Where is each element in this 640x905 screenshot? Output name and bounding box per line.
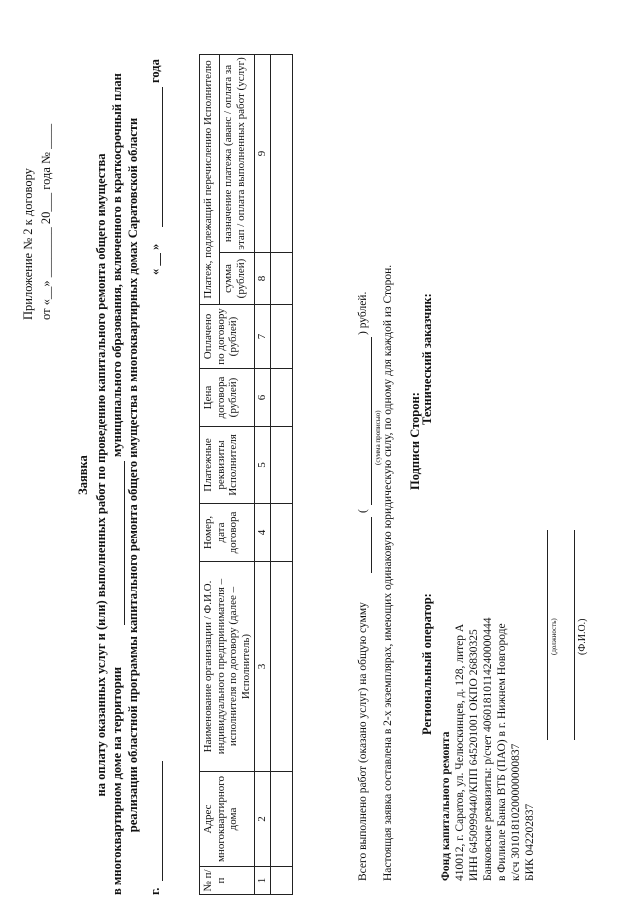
city-blank-line <box>162 761 163 881</box>
copies-note: Настоящая заявка составлена в 2-х экземплярах, имеющих одинаковую юридическую силу, по одному для каждой из Сторон. <box>382 264 394 881</box>
appendix-line-2: от «__» ________ 20___ года № ____ <box>39 123 53 320</box>
date-blank-line <box>162 87 163 227</box>
header-paid: Оплачено по договору (рублей) <box>200 305 255 369</box>
position-line <box>547 530 548 740</box>
municipality-blank-line <box>124 461 125 625</box>
column-number: 6 <box>255 369 271 427</box>
city-prefix: г. <box>148 887 162 895</box>
regional-operator-label: Региональный оператор: <box>420 593 434 735</box>
table-row <box>270 54 292 894</box>
header-price: Цена договора (рублей) <box>200 369 255 427</box>
column-number: 4 <box>255 504 271 562</box>
technical-customer-label: Технический заказчик: <box>420 293 434 425</box>
appendix-line-1: Приложение № 2 к договору <box>21 168 35 320</box>
column-number: 3 <box>255 562 271 772</box>
requisites-line-3: Банковские реквизиты: р/счет 40601810114240000444 <box>482 617 494 881</box>
total-words-blank <box>371 337 372 505</box>
column-number: 2 <box>255 772 271 867</box>
header-payment-group: Платеж, подлежащий перечислению Исполнителю <box>200 54 220 304</box>
table-cell <box>270 427 292 504</box>
title-line-3: реализации областной программы капитального ремонта общего имущества в многоквартирных домах Саратовской области <box>126 117 140 833</box>
requisites-line-4: в Филиале Банка ВТБ (ПАО) в г. Нижнем Новгороде <box>496 623 508 881</box>
column-number: 1 <box>255 867 271 895</box>
date-suffix: года <box>148 59 162 83</box>
fio-caption: (Ф.И.О.) <box>577 618 588 655</box>
table-cell <box>270 772 292 867</box>
total-amount-blank <box>371 517 372 573</box>
table-cell <box>270 867 292 895</box>
header-purpose: назначение платежа (аванс / оплата за этап / оплата выполненных работ (услуг) <box>220 54 255 252</box>
table-cell <box>270 253 292 305</box>
date-quote: « __ » <box>148 243 162 275</box>
rotated-document-page <box>20 5 630 895</box>
header-address: Адрес многоквартирного дома <box>200 772 255 867</box>
table-cell <box>270 504 292 562</box>
table-cell <box>270 54 292 252</box>
requisites-line-5: к/сч 30101810200000000837 <box>510 743 522 881</box>
table-cell <box>270 369 292 427</box>
document-heading: Заявка <box>76 455 90 495</box>
requisites-line-1: 410012, г. Саратов, ул. Челюскинцев, д. 128, литер А <box>454 623 466 881</box>
column-number: 9 <box>255 54 271 252</box>
position-caption: (должность) <box>550 618 558 655</box>
header-number-date: Номер, дата договора <box>200 504 255 562</box>
column-number: 8 <box>255 253 271 305</box>
header-payment-details: Платежные реквизиты Исполнителя <box>200 427 255 504</box>
total-prefix: Всего выполнено работ (оказано услуг) на общую сумму <box>357 602 369 881</box>
fund-name: Фонд капитального ремонта <box>440 731 452 881</box>
column-number: 7 <box>255 305 271 369</box>
column-number: 5 <box>255 427 271 504</box>
total-close-paren: ) рублей. <box>357 291 369 335</box>
column-number-row <box>255 54 271 894</box>
requisites-line-2: ИНН 6450999440/КПП 645201001 ОКПО 26830325 <box>468 629 480 881</box>
title-line-2a: в многоквартирном доме на территории <box>110 666 124 895</box>
signatures-title: Подписи Сторон: <box>408 392 422 490</box>
requisites-line-6: БИК 042202837 <box>524 803 536 881</box>
table-header-row <box>200 54 220 894</box>
fio-line <box>574 530 575 740</box>
table-cell <box>270 305 292 369</box>
title-line-2b: муниципального образования, включенного в краткосрочный план <box>110 73 124 457</box>
table-cell <box>270 562 292 772</box>
header-no: № п/п <box>200 867 255 895</box>
total-caption: (сумма прописью) <box>374 410 382 465</box>
header-amount: сумма (рублей) <box>220 253 255 305</box>
header-organization: Наименование организации / Ф.И.О. индивидуального предпринимателя – исполнителя по договору (далее – Исполнитель) <box>200 562 255 772</box>
title-line-1: на оплату оказанных услуг и (или) выполненных работ по проведению капитального ремонта общего имущества <box>94 153 108 797</box>
total-open-paren: ( <box>357 509 369 513</box>
request-table <box>199 54 293 895</box>
